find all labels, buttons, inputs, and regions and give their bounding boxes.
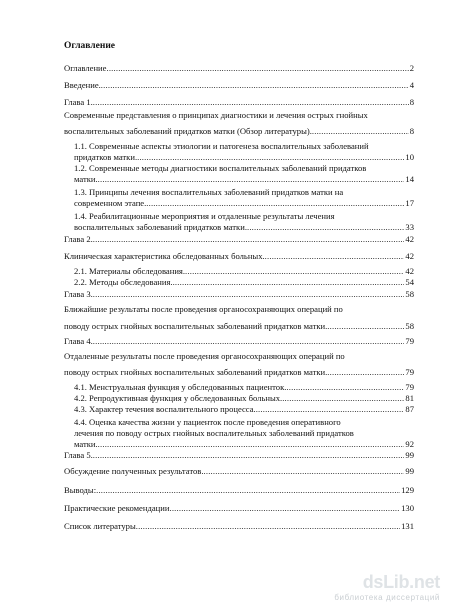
toc-entry-label: Обсуждение полученных результатов. [64,466,204,476]
toc-entry-label: Глава 4. [64,336,93,346]
toc-entry-label: Глава 1. [64,97,93,107]
toc-leader-dots [93,97,409,107]
toc-entry-page: 17 [405,198,414,208]
toc-entry [64,503,414,513]
toc-entry-label: Практические рекомендации [64,503,170,513]
toc-entry [74,393,414,403]
toc-entry [64,289,414,299]
toc-entry [64,126,414,136]
toc-leader-dots [282,393,404,403]
toc-entry-label: Отдаленные результаты после проведения органосохраняющих операций по [64,351,345,361]
toc-entry-label: 1.3. Принципы лечения воспалительных заболеваний придатков матки на [74,187,344,197]
toc-entry-page: 79 [405,336,414,346]
toc-entry-page: 99 [405,466,414,476]
toc-entry [64,234,414,244]
toc-entry [74,439,414,449]
toc-entry-page: 131 [401,521,414,531]
toc-entry [64,63,414,73]
toc-entry [74,277,414,287]
toc-entry [74,222,414,232]
toc-entry-label: современном этапе. [74,198,147,208]
toc-leader-dots [286,382,404,392]
toc-entry-page: 14 [405,174,414,184]
toc-entry [74,198,414,208]
toc-leader-dots [98,439,405,449]
toc-entry-page: 58 [405,321,414,331]
toc-entry [74,152,414,162]
toc-entry-page: 4 [409,80,414,90]
toc-entry-page: 79 [405,382,414,392]
toc-entry-label: поводу острых гнойных воспалительных заболеваний придатков матки. [64,321,328,331]
toc-leader-dots [101,80,409,90]
toc-entry-label: 1.2. Современные методы диагностики воспалительных заболеваний придатков [74,163,367,173]
toc-leader-dots [136,521,400,531]
toc-entry-label: матки. [74,439,98,449]
toc-entry-label: 2.2. Методы обследования. [74,277,173,287]
toc-entry-label: 4.1. Менструальная функция у обследованных пациенток. [74,382,287,392]
toc-entry-page: 8 [409,126,414,136]
toc-heading: Оглавление [64,41,116,51]
toc-entry [64,367,414,377]
toc-entry [74,141,369,151]
toc-entry [64,485,414,495]
toc-leader-dots [98,174,405,184]
toc-entry-label: Глава 5. [64,450,93,460]
toc-entry-page: 58 [405,289,414,299]
toc-leader-dots [173,277,405,287]
toc-leader-dots [93,450,405,460]
toc-entry-label: Оглавление [64,63,107,73]
toc-entry [74,428,354,438]
toc-leader-dots [96,485,400,495]
toc-leader-dots [312,126,409,136]
toc-entry-page: 130 [401,503,414,513]
toc-entry [74,211,335,221]
toc-entry-label: Ближайшие результаты после проведения органосохраняющих операций по [64,304,343,314]
toc-leader-dots [93,234,405,244]
toc-entry-label: Введение. [64,80,101,90]
toc-entry-label: 4.4. Оценка качества жизни у пациенток после проведения оперативного [74,417,341,427]
toc-leader-dots [327,367,404,377]
toc-leader-dots [247,222,404,232]
watermark [330,572,440,606]
watermark-tagline: библиотека диссертаций [334,593,440,602]
toc-entry-label: Выводы: [64,485,97,495]
toc-entry [74,266,414,276]
toc-entry [64,336,414,346]
toc-entry [64,450,414,460]
toc-entry-label: 4.2. Репродуктивная функция у обследованных больных. [74,393,283,403]
toc-leader-dots [204,466,405,476]
toc-entry [74,404,414,414]
toc-entry [64,110,368,120]
toc-entry-label: лечения по поводу острых гнойных воспалительных заболеваний придатков [74,428,354,438]
toc-entry-page: 99 [405,450,414,460]
toc-entry-page: 33 [405,222,414,232]
toc-entry [74,163,366,173]
toc-entry [74,417,341,427]
toc-entry [74,187,343,197]
toc-entry [64,97,414,107]
toc-entry [64,351,345,361]
toc-entry-label: воспалительных заболеваний придатков матки. [74,222,247,232]
toc-entry-label: Современные представления о принципах диагностики и лечения острых гнойных [64,110,368,120]
toc-entry [64,304,343,314]
toc-entry-label: 1.4. Реабилитационные мероприятия и отдаленные результаты лечения [74,211,335,221]
toc-leader-dots [327,321,404,331]
toc-entry-label: Клиническая характеристика обследованных больных. [64,251,265,261]
toc-entry-label: Список литературы [64,521,136,531]
toc-entry-page: 129 [401,485,414,495]
toc-entry-label: матки. [74,174,98,184]
toc-entry-label: придатков матки. [74,152,138,162]
toc-entry-page: 8 [409,97,414,107]
toc-entry-page: 54 [405,277,414,287]
toc-entry-page: 10 [405,152,414,162]
toc-entry-label: 1.1. Современные аспекты этиологии и патогенеза воспалительных заболеваний [74,141,369,151]
toc-entry-page: 42 [405,251,414,261]
toc-entry-page: 42 [405,266,414,276]
toc-leader-dots [256,404,405,414]
toc-entry-page: 79 [405,367,414,377]
toc-leader-dots [93,289,405,299]
toc-entry [64,251,414,261]
toc-leader-dots [93,336,405,346]
toc-entry [64,321,414,331]
toc-entry-page: 87 [405,404,414,414]
toc-leader-dots [137,152,404,162]
toc-leader-dots [146,198,404,208]
toc-leader-dots [185,266,404,276]
toc-entry-label: 4.3. Характер течения воспалительного процесса. [74,404,256,414]
toc-entry-label: Глава 2. [64,234,93,244]
toc-entry-page: 81 [405,393,414,403]
toc-entry-page: 2 [409,63,414,73]
toc-entry-label: воспалительных заболеваний придатков матки (Обзор литературы). [64,126,312,136]
toc-leader-dots [265,251,405,261]
toc-leader-dots [169,503,400,513]
toc-entry [64,80,414,90]
toc-entry-label: 2.1. Материалы обследования. [74,266,186,276]
toc-entry [74,174,414,184]
watermark-brand: dsLib.net [362,572,440,592]
toc-entry [64,466,414,476]
toc-leader-dots [106,63,408,73]
toc-entry-page: 92 [405,439,414,449]
toc-entry-label: Глава 3. [64,289,93,299]
toc-entry [74,382,414,392]
toc-entry [64,521,414,531]
toc-entry-label: поводу острых гнойных воспалительных заболеваний придатков матки. [64,367,328,377]
toc-entry-page: 42 [405,234,414,244]
